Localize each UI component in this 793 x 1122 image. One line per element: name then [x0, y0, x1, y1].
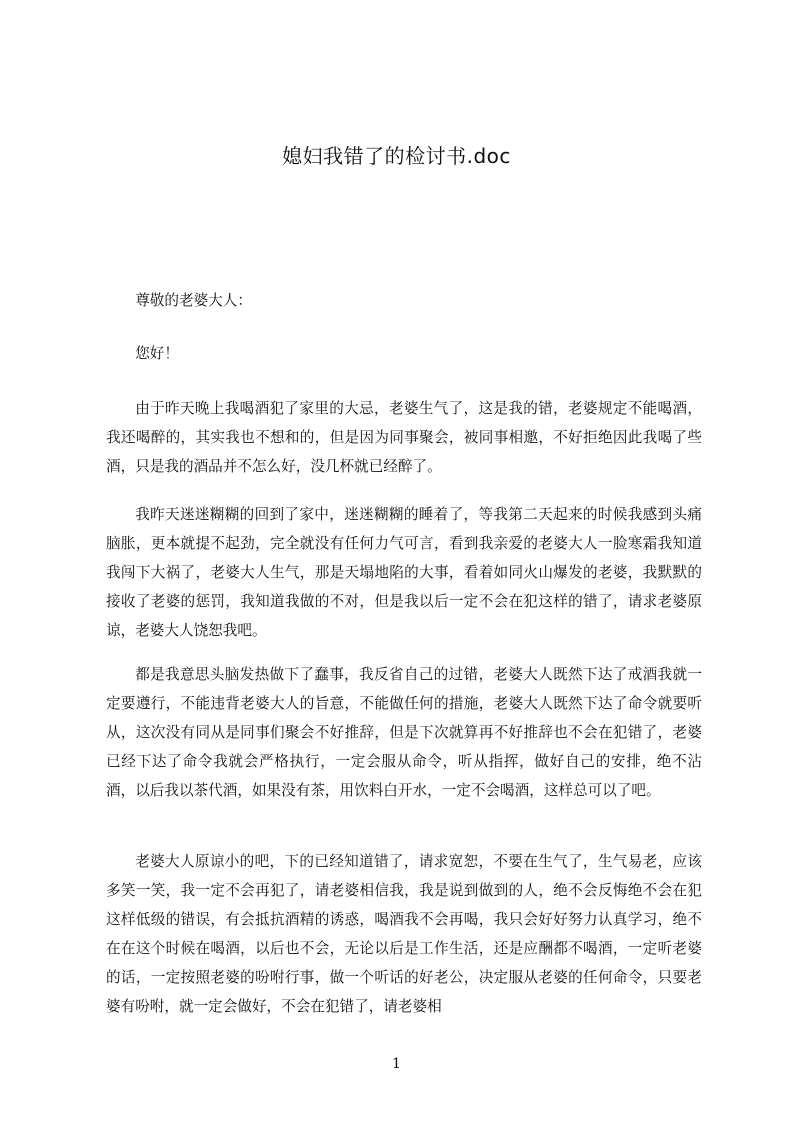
salutation: 尊敬的老婆大人：	[135, 292, 252, 309]
paragraph-4: 老婆大人原谅小的吧，下的已经知道错了，请求宽恕，不要在生气了，生气易老，应该多笑一笑，我一定不会再犯了，请老婆相信我，我是说到做到的人，绝不会反悔绝不会在犯这样低级的错误，有会抵抗酒精的诱惑，喝酒我不会再喝，我只会好好努力认真学习，绝不在在这个时候在喝酒，以后也不会，无论以后是工作生活，还是应酬都不喝酒，一定听老婆的话，一定按照老婆的吩咐行事，做一个听话的好老公，决定服从老婆的任何命令，只要老婆有吩咐，就一定会做好，不会在犯错了，请老婆相	[106, 853, 702, 1015]
salutation-block	[106, 286, 702, 315]
paragraph-2-block	[106, 500, 702, 645]
paragraph-3-block	[106, 660, 702, 805]
greeting: 您好！	[135, 345, 179, 362]
paragraph-4-block	[106, 847, 702, 1021]
document-title: 媳妇我错了的检讨书.doc	[282, 144, 511, 168]
paragraph-1-block	[106, 394, 702, 481]
paragraph-1: 由于昨天晚上我喝酒犯了家里的大忌，老婆生气了，这是我的错，老婆规定不能喝酒，我还喝醉的，其实我也不想和的，但是因为同事聚会，被同事相邀，不好拒绝因此我喝了些酒，只是我的酒品并不怎么好，没几杯就已经醉了。	[106, 400, 702, 475]
greeting-block	[106, 339, 702, 368]
paragraph-2: 我昨天迷迷糊糊的回到了家中，迷迷糊糊的睡着了，等我第二天起来的时候我感到头痛脑胀，更本就提不起劲，完全就没有任何力气可言，看到我亲爱的老婆大人一脸寒霜我知道我闯下大祸了，老婆大人生气，那是天塌地陷的大事，看着如同火山爆发的老婆，我默默的接收了老婆的惩罚，我知道我做的不对，但是我以后一定不会在犯这样的错了，请求老婆原谅，老婆大人饶恕我吧。	[106, 506, 702, 639]
paragraph-3: 都是我意思头脑发热做下了蠢事，我反省自己的过错，老婆大人既然下达了戒酒我就一定要遵行，不能违背老婆大人的旨意，不能做任何的措施，老婆大人既然下达了命令就要听从，这次没有同从是同事们聚会不好推辞，但是下次就算再不好推辞也不会在犯错了，老婆已经下达了命令我就会严格执行，一定会服从命令，听从指挥，做好自己的安排，绝不沾酒，以后我以茶代酒，如果没有茶，用饮料白开水，一定不会喝酒，这样总可以了吧。	[106, 666, 702, 799]
page-number: 1	[392, 1056, 401, 1072]
